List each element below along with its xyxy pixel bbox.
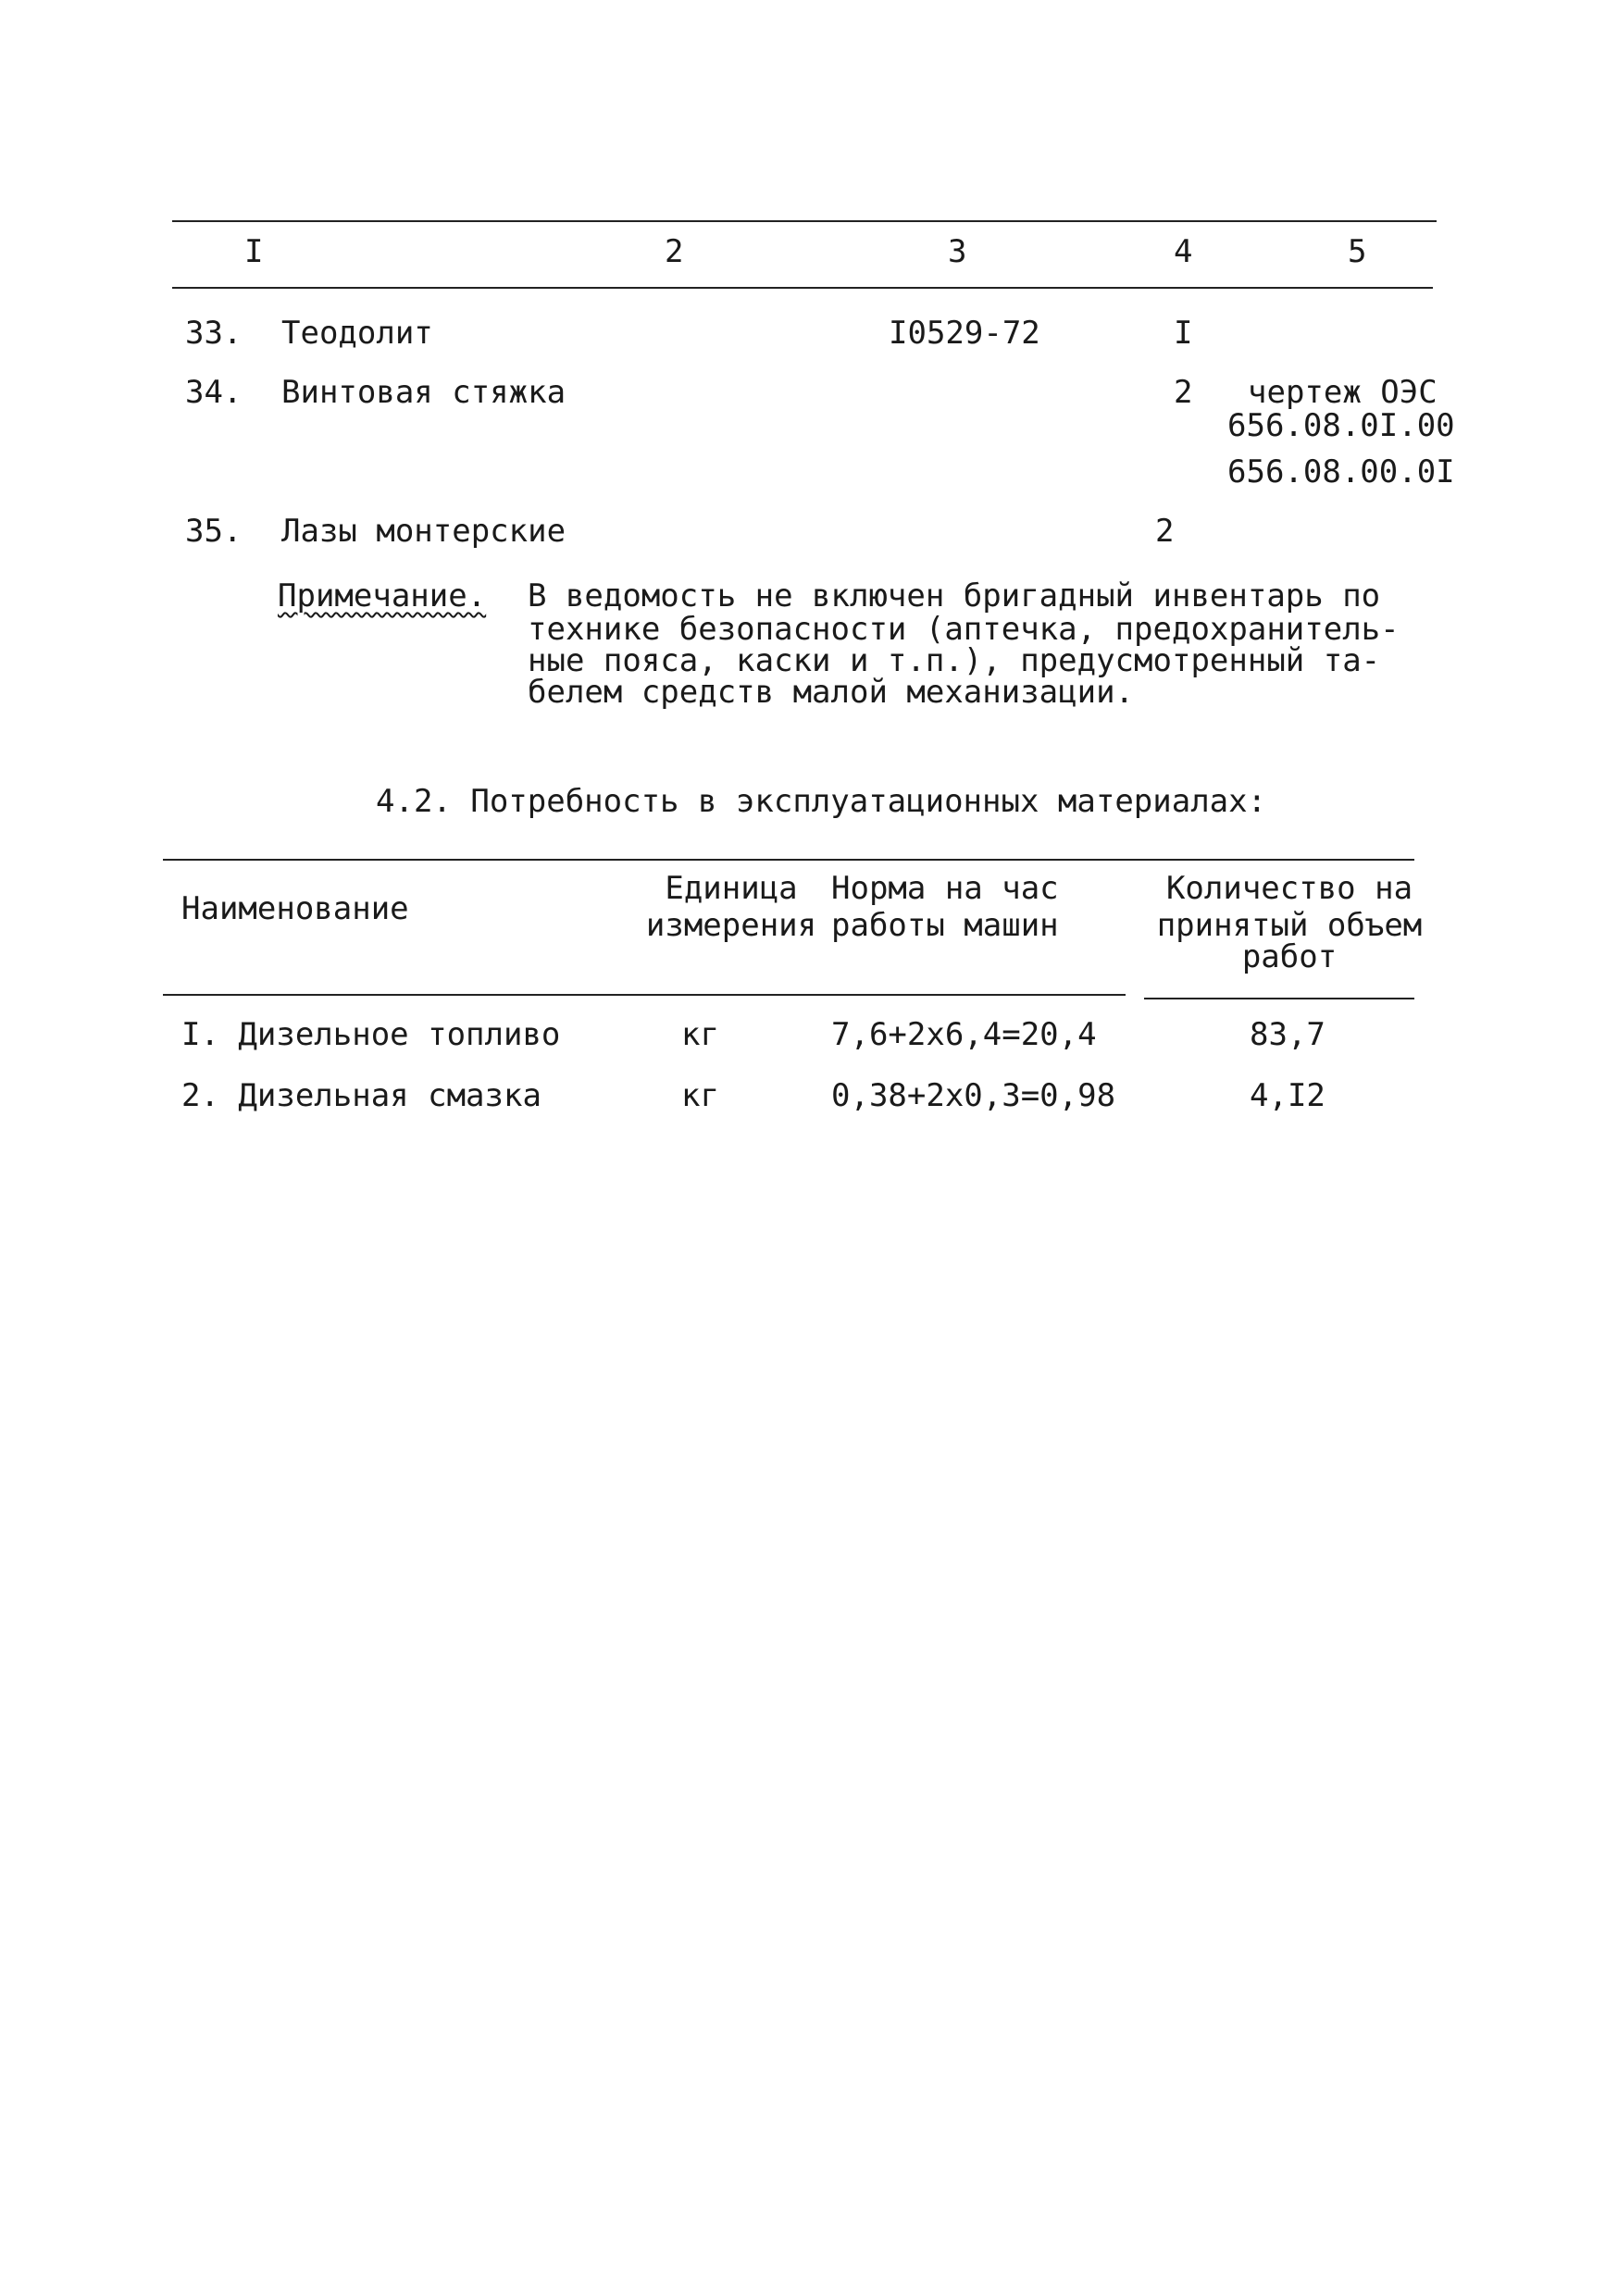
table2-header-unit: [639, 870, 824, 944]
table2-header-name: Наименование: [181, 890, 409, 927]
row-name: 2. Дизельная смазка: [181, 1077, 541, 1114]
row-number: 35.: [185, 513, 243, 550]
table1-header-col4: 4: [1174, 233, 1193, 270]
row-col5-line1: чертеж ОЭС: [1248, 374, 1438, 411]
row-name: Теодолит: [281, 315, 433, 352]
row-col3: I0529-72: [889, 315, 1040, 352]
note-line-4: белем средств малой механизации.: [528, 674, 1135, 711]
row-norm: 0,38+2х0,3=0,98: [831, 1077, 1116, 1114]
row-unit: кг: [681, 1077, 719, 1114]
row-col5-line2: 656.08.0I.00: [1227, 407, 1455, 444]
section-title: 4.2. Потребность в эксплуатационных материалах:: [376, 783, 1267, 820]
table2-top-rule: [163, 859, 1414, 861]
row-number: 34.: [185, 374, 243, 411]
table2-header-qty: [1146, 870, 1433, 975]
table2-header-qty-line1: Количество на: [1165, 870, 1413, 907]
row-unit: кг: [681, 1016, 719, 1053]
table2-header-unit-line2: измерения: [645, 907, 817, 944]
table1-header-col5: 5: [1348, 233, 1367, 270]
row-name: Винтовая стяжка: [281, 374, 566, 411]
note-line-1: В ведомость не включен бригадный инвентарь по: [528, 577, 1381, 614]
row-col4: 2: [1174, 374, 1193, 411]
row-name: I. Дизельное топливо: [181, 1016, 561, 1053]
table2-header-rule-right: [1144, 998, 1414, 999]
row-col4: I: [1174, 315, 1193, 352]
table2-header-rule-left: [163, 994, 1126, 996]
row-qty: 83,7: [1250, 1016, 1326, 1053]
row-qty: 4,I2: [1250, 1077, 1326, 1114]
table1-header-col1: I: [244, 233, 264, 270]
note-line-2: технике безопасности (аптечка, предохранитель-: [528, 611, 1400, 648]
table1-header-col2: 2: [665, 233, 684, 270]
row-name: Лазы монтерские: [281, 513, 566, 550]
table2-header-norm-line2: работы машин: [831, 907, 1059, 944]
table2-header-unit-line1: Единица: [665, 870, 798, 907]
row-number: 33.: [185, 315, 243, 352]
row-norm: 7,6+2х6,4=20,4: [831, 1016, 1097, 1053]
note-line-3: ные пояса, каски и т.п.), предусмотренный та-: [528, 642, 1381, 679]
table1-header-rule: [172, 287, 1433, 289]
table2-header-norm: [831, 870, 1059, 944]
note-label: Примечание.: [278, 577, 487, 614]
row-col5-line3: 656.08.00.0I: [1227, 453, 1455, 490]
table2-header-norm-line1: Норма на час: [831, 870, 1059, 907]
table2-header-qty-line2: принятый объем: [1156, 907, 1423, 944]
table1-top-rule: [172, 220, 1437, 222]
table1-header-col3: 3: [948, 233, 967, 270]
table2-header-qty-line3: работ: [1241, 938, 1338, 975]
row-col4: 2: [1155, 513, 1175, 550]
